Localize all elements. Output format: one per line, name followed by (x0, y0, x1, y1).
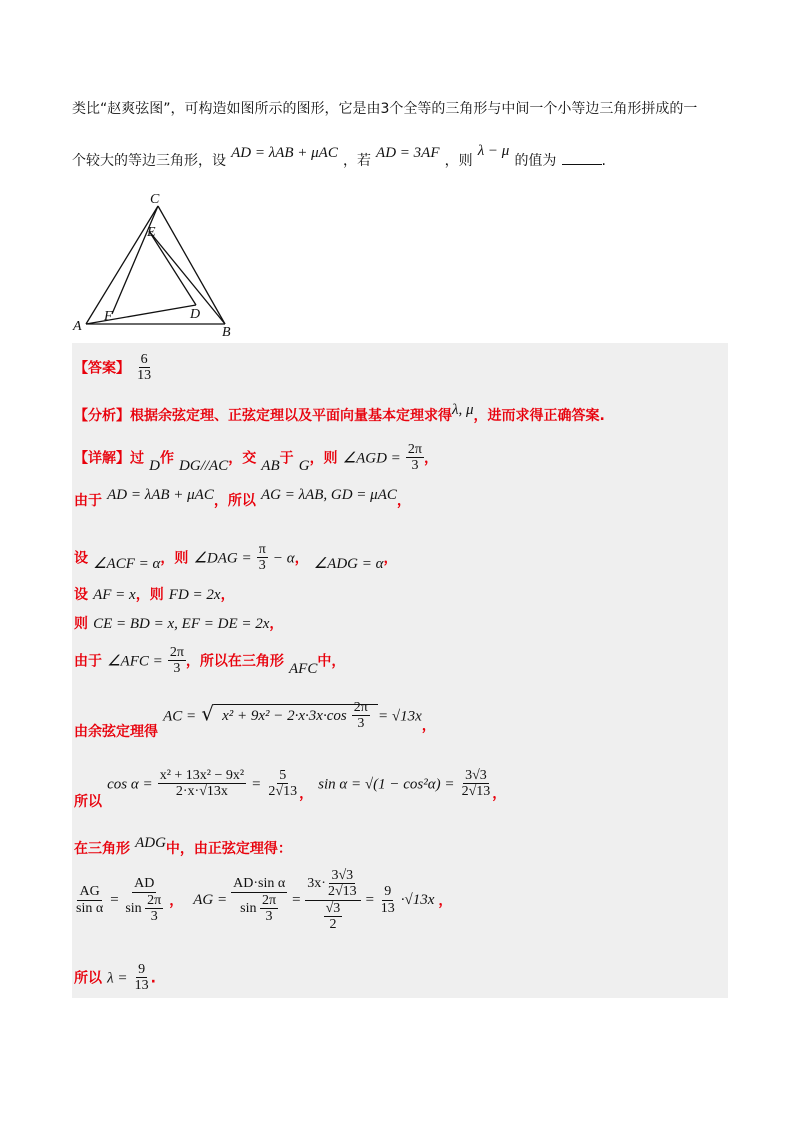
detail-line-9: 在三角形 ADG中，由正弦定理得： (74, 835, 292, 857)
label-f: F (104, 309, 113, 324)
analysis-tag: 【分析】 (74, 408, 130, 424)
analysis-row: 【分析】根据余弦定理、正弦定理以及平面向量基本定理求得λ, μ，进而求得正确答案. (74, 402, 605, 424)
label-e: E (147, 225, 156, 240)
question-text: 的值为 (514, 153, 557, 169)
question-text: ，若 (342, 153, 371, 169)
detail-tag: 【详解】 (74, 450, 130, 467)
equation-ad-3af: AD = 3AF (376, 145, 440, 161)
detail-line-4: 设 AF = x，则 FD = 2x， (74, 587, 235, 603)
detail-line-8: 所以 cos α = $\frac{\text{x² + 13x² − 9x²}}{2\cdot x\cdot√13x}$ = $\frac{5}{2√13}$ ， sin α = √(1 − cos²α) = $\frac{3√3}{2√13}$ ， (74, 768, 507, 811)
detail-line-1: 【详解】过 D作 DG//AC，交 AB于 G，则 ∠AGD = $\frac{2\pi}{3}$ ， (74, 442, 438, 475)
detail-line-6: 由于 ∠AFC = $\frac{2\pi}{3}$ ，所以在三角形 AFC中， (74, 645, 346, 678)
label-a: A (73, 319, 82, 334)
question-text: 个较大的等边三角形，设 (72, 153, 226, 169)
answer-tag: 【答案】 (74, 360, 130, 377)
label-c: C (150, 192, 160, 207)
label-d: D (190, 307, 201, 322)
detail-line-10: $\frac{AG}{\text{sin α}}$ = AD sin $\frac{2\pi}{3}$ ， AG = AD·sin α sin $\frac{2\pi}{3}$ = 3x· $\frac{3√3}{2√13}$ $\frac{√3}{2}$ = $\frac{9}{13}$ ·√13x ， (76, 868, 453, 933)
detail-line-7: 由余弦定理得 AC = √ x² + 9x² − 2·x·3x·cos $\frac{2\pi}{3}$ = √13x， (74, 700, 436, 741)
triangle-figure (70, 190, 240, 338)
question-line-1: 类比“赵爽弦图”，可构造如图所示的图形，它是由3个全等的三角形与中间一个小等边三角形拼成的一 (72, 101, 698, 117)
equation-vector-ad: AD = λAB + μAC (231, 145, 338, 161)
detail-line-2: 由于 AD = λAB + μAC，所以 AG = λAB, GD = μAC， (74, 487, 411, 509)
label-b: B (222, 325, 231, 338)
question-text: ，则 (444, 153, 473, 169)
answer-fraction: $\frac{6}{13}$ (137, 352, 152, 384)
detail-line-3: 设 ∠ACF = α，则 ∠DAG = $\frac{\pi}{3}$ − α， ∠ADG = α， (74, 542, 398, 574)
detail-line-5: 则 CE = BD = x, EF = DE = 2x， (74, 616, 284, 632)
detail-line-11: 所以 λ = $\frac{9}{13}$ . (74, 962, 156, 994)
answer-blank (562, 152, 602, 165)
question-line-2: 个较大的等边三角形，设 AD = λAB + μAC ，若 AD = 3AF ，则 λ − μ 的值为 . (72, 143, 606, 169)
answer-row (74, 352, 153, 384)
expression-lambda-minus-mu: λ − μ (477, 143, 510, 159)
